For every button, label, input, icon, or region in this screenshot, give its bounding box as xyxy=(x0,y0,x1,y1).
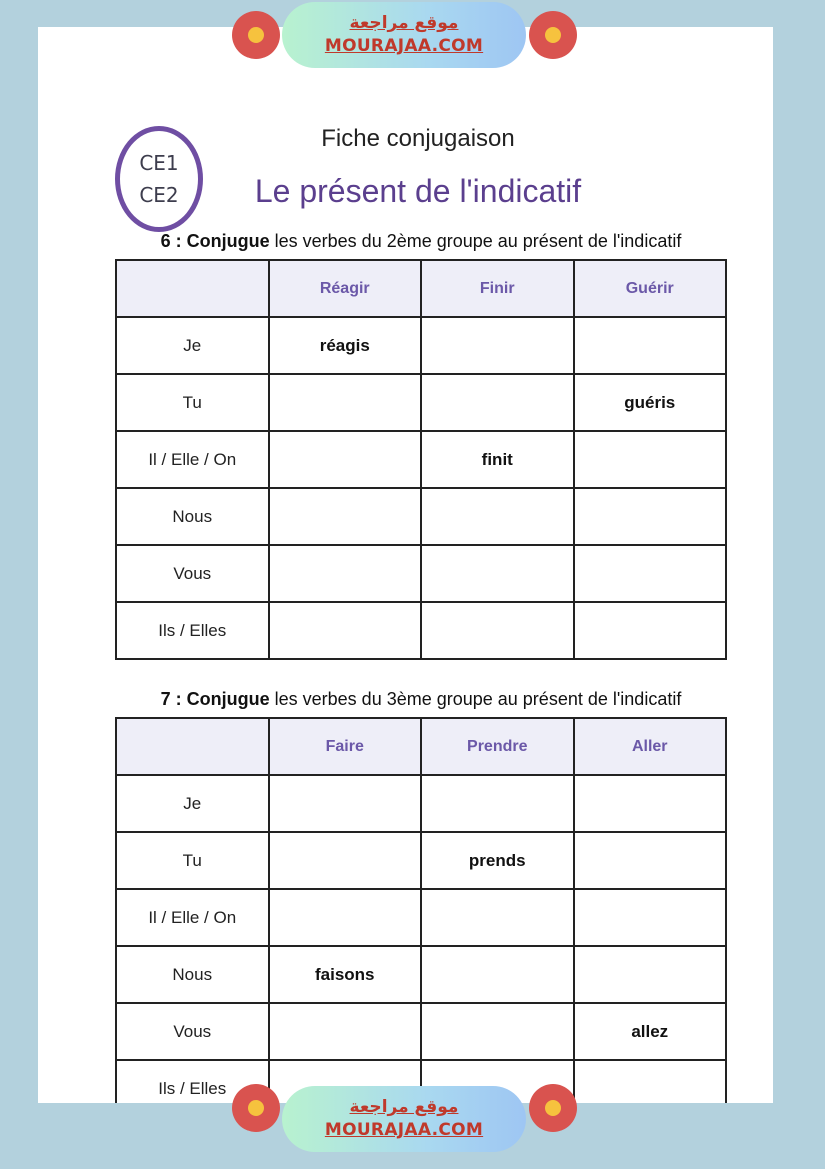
table-row xyxy=(116,832,726,889)
pronoun-cell: Vous xyxy=(116,545,269,602)
page-title: Fiche conjugaison xyxy=(321,125,515,152)
exercise7-number: 7 : Conjugue xyxy=(160,689,270,709)
pronoun-cell: Il / Elle / On xyxy=(116,431,269,488)
banner-arabic: موقع مراجعة xyxy=(349,1097,459,1117)
pronoun-cell: Je xyxy=(116,775,269,832)
pronoun-cell: Je xyxy=(116,317,269,374)
answer-cell[interactable] xyxy=(574,545,727,602)
worksheet-page xyxy=(38,27,773,1103)
banner-arabic: موقع مراجعة xyxy=(349,13,459,33)
answer-cell[interactable] xyxy=(269,488,422,545)
table-row xyxy=(116,889,726,946)
site-banner-top[interactable] xyxy=(282,2,526,68)
site-logo-icon xyxy=(529,1084,577,1132)
answer-cell[interactable]: guéris xyxy=(574,374,727,431)
exercise6-instruction xyxy=(115,231,727,252)
answer-cell[interactable] xyxy=(421,946,574,1003)
pronoun-cell: Ils / Elles xyxy=(116,1060,269,1103)
page-subtitle: Le présent de l'indicatif xyxy=(254,173,582,209)
table-row xyxy=(116,431,726,488)
answer-cell[interactable] xyxy=(269,832,422,889)
table-row xyxy=(116,545,726,602)
site-logo-icon xyxy=(529,11,577,59)
site-logo-icon xyxy=(232,1084,280,1132)
answer-cell[interactable] xyxy=(269,889,422,946)
answer-cell[interactable] xyxy=(269,602,422,659)
header-cell: Finir xyxy=(421,260,574,317)
table-row xyxy=(116,317,726,374)
header-cell xyxy=(116,718,269,775)
answer-cell[interactable]: faisons xyxy=(269,946,422,1003)
answer-cell[interactable] xyxy=(421,488,574,545)
exercise7-instruction xyxy=(115,689,727,710)
banner-site: MOURAJAA.COM xyxy=(324,36,484,56)
exercise6-text: les verbes du 2ème groupe au présent de l'indicatif xyxy=(269,231,682,251)
pronoun-cell: Ils / Elles xyxy=(116,602,269,659)
pronoun-cell: Tu xyxy=(116,832,269,889)
answer-cell[interactable] xyxy=(269,374,422,431)
header-cell: Prendre xyxy=(421,718,574,775)
answer-cell[interactable] xyxy=(574,602,727,659)
answer-cell[interactable] xyxy=(269,545,422,602)
answer-cell[interactable] xyxy=(269,775,422,832)
answer-cell[interactable]: prends xyxy=(421,832,574,889)
answer-cell[interactable]: finit xyxy=(421,431,574,488)
header-cell: Guérir xyxy=(574,260,727,317)
exercise7-table xyxy=(115,717,727,1103)
answer-cell[interactable] xyxy=(421,1003,574,1060)
header-cell xyxy=(116,260,269,317)
table-row xyxy=(116,374,726,431)
answer-cell[interactable] xyxy=(574,775,727,832)
answer-cell[interactable] xyxy=(269,1003,422,1060)
exercise6-number: 6 : Conjugue xyxy=(160,231,270,251)
exercise7-text: les verbes du 3ème groupe au présent de l'indicatif xyxy=(269,689,682,709)
table-header-row xyxy=(116,718,726,775)
answer-cell[interactable] xyxy=(574,317,727,374)
table-row xyxy=(116,602,726,659)
pronoun-cell: Tu xyxy=(116,374,269,431)
pronoun-cell: Vous xyxy=(116,1003,269,1060)
pronoun-cell: Nous xyxy=(116,946,269,1003)
answer-cell[interactable] xyxy=(574,431,727,488)
table-row xyxy=(116,488,726,545)
answer-cell[interactable] xyxy=(421,602,574,659)
answer-cell[interactable] xyxy=(421,775,574,832)
badge-line1: CE1 xyxy=(139,151,179,175)
table-row xyxy=(116,946,726,1003)
answer-cell[interactable] xyxy=(574,889,727,946)
header-cell: Aller xyxy=(574,718,727,775)
header-cell: Réagir xyxy=(269,260,422,317)
exercise6-table xyxy=(115,259,727,660)
answer-cell[interactable]: allez xyxy=(574,1003,727,1060)
table-row xyxy=(116,1003,726,1060)
header-cell: Faire xyxy=(269,718,422,775)
table-header-row xyxy=(116,260,726,317)
answer-cell[interactable] xyxy=(421,374,574,431)
site-logo-icon xyxy=(232,11,280,59)
answer-cell[interactable] xyxy=(269,431,422,488)
table-row xyxy=(116,775,726,832)
answer-cell[interactable] xyxy=(421,889,574,946)
answer-cell[interactable] xyxy=(421,545,574,602)
pronoun-cell: Nous xyxy=(116,488,269,545)
answer-cell[interactable] xyxy=(574,946,727,1003)
banner-site: MOURAJAA.COM xyxy=(324,1120,484,1140)
badge-line2: CE2 xyxy=(139,183,179,207)
pronoun-cell: Il / Elle / On xyxy=(116,889,269,946)
answer-cell[interactable] xyxy=(574,1060,727,1103)
site-banner-bottom[interactable] xyxy=(282,1086,526,1152)
answer-cell[interactable] xyxy=(574,832,727,889)
answer-cell[interactable] xyxy=(574,488,727,545)
answer-cell[interactable] xyxy=(421,317,574,374)
answer-cell[interactable]: réagis xyxy=(269,317,422,374)
